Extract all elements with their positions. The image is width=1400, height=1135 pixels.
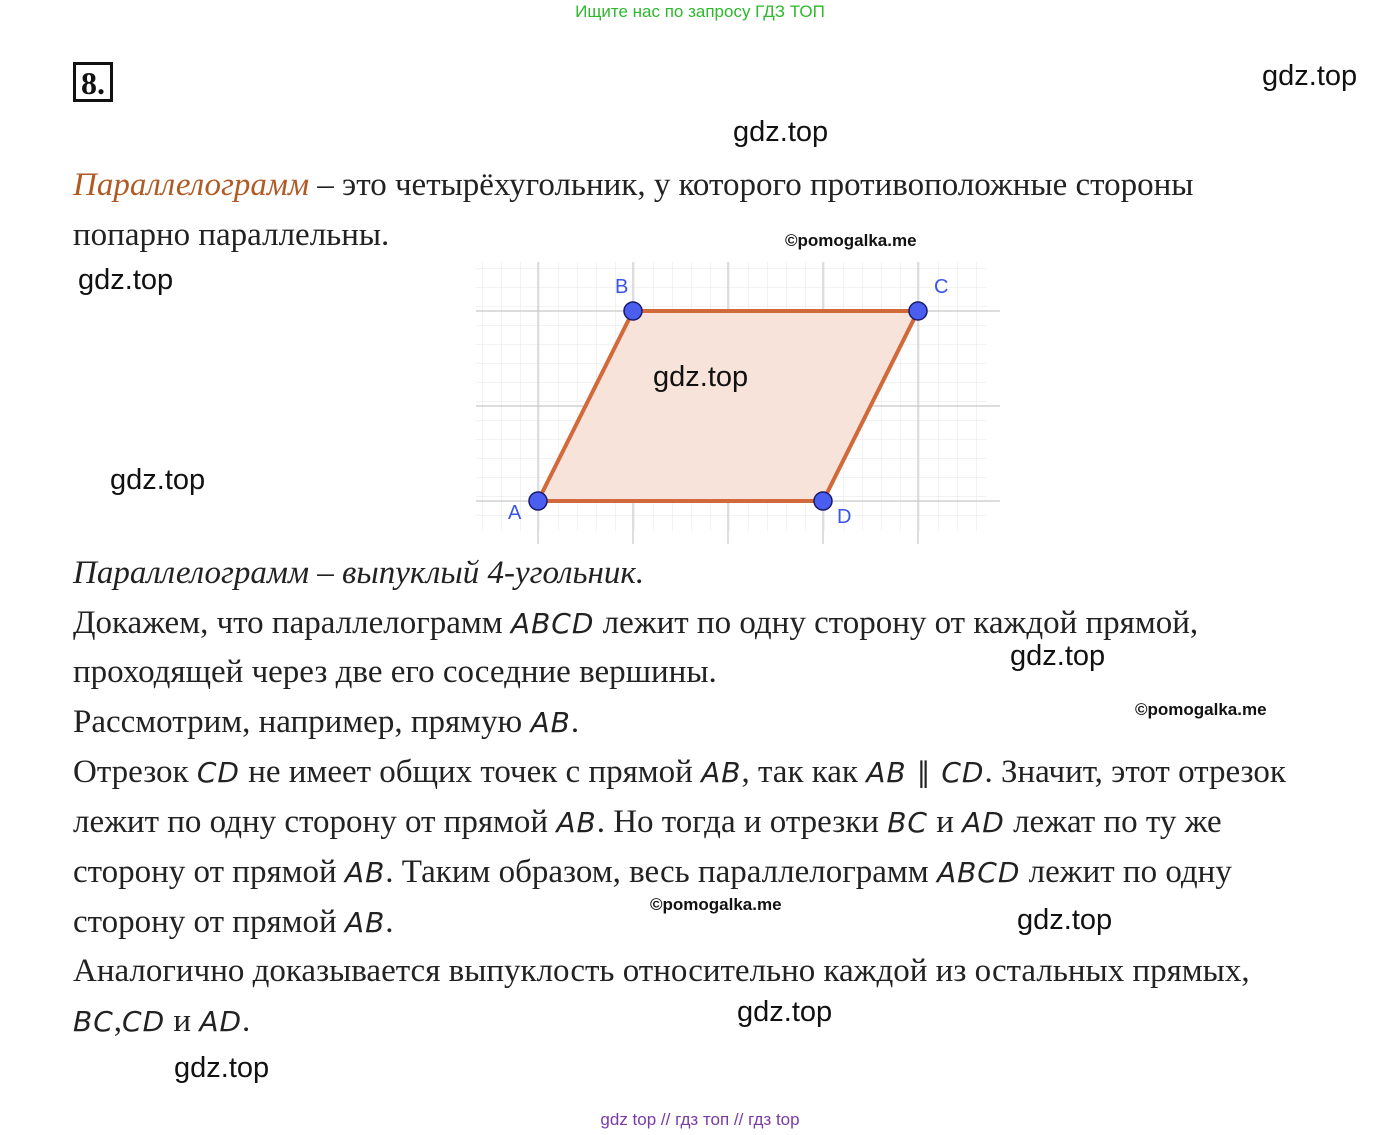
watermark-gdz: gdz.top bbox=[174, 1052, 270, 1084]
math-ab: AB bbox=[530, 706, 571, 739]
math-ab-parallel-cd: AB ∥ CD bbox=[866, 756, 985, 789]
vertex-d bbox=[814, 492, 832, 510]
watermark-gdz: gdz.top bbox=[653, 361, 749, 393]
vertex-b bbox=[624, 302, 642, 320]
watermark-gdz: gdz.top bbox=[78, 264, 174, 296]
body-line-7: сторону от прямой AB. bbox=[73, 904, 394, 940]
vertex-label-d: D bbox=[837, 506, 852, 528]
watermark-gdz: gdz.top bbox=[733, 116, 829, 148]
math-cd: CD bbox=[196, 756, 240, 789]
math-abcd: ABCD bbox=[510, 607, 595, 640]
watermark-gdz: gdz.top bbox=[1262, 60, 1358, 92]
math-ab: AB bbox=[344, 906, 386, 939]
watermark-gdz: gdz.top bbox=[1017, 904, 1113, 936]
statement: Параллелограмм – выпуклый 4-угольник. bbox=[73, 555, 645, 591]
watermark-pomogalka: ©pomogalka.me bbox=[785, 231, 917, 250]
body-line-6: сторону от прямой AB. Таким образом, весь параллелограмм ABCD лежит по одну bbox=[73, 854, 1232, 890]
math-ad: AD bbox=[199, 1005, 243, 1038]
parallelogram-figure bbox=[476, 262, 1000, 544]
definition-text: – это четырёхугольник, у которого противоположные стороны bbox=[309, 167, 1194, 203]
definition-line-2: попарно параллельны. bbox=[73, 217, 390, 253]
body-line-4: Отрезок CD не имеет общих точек с прямой AB, так как AB ∥ CD. Значит, этот отрезок bbox=[73, 754, 1286, 790]
math-ab: AB bbox=[556, 806, 597, 839]
math-bc: BC bbox=[887, 806, 928, 839]
math-abcd: ABCD bbox=[936, 856, 1021, 889]
watermark-gdz: gdz.top bbox=[1010, 640, 1106, 672]
body-line-8: Аналогично доказывается выпуклость относительно каждой из остальных прямых, bbox=[73, 953, 1250, 989]
watermark-gdz: gdz.top bbox=[110, 464, 206, 496]
task-number: 8. bbox=[73, 62, 113, 102]
vertex-label-a: A bbox=[508, 502, 522, 524]
definition-line-1 bbox=[73, 165, 1193, 205]
watermark-pomogalka: ©pomogalka.me bbox=[1135, 700, 1267, 719]
body-line-5: лежит по одну сторону от прямой AB. Но тогда и отрезки BC и AD лежат по ту же bbox=[73, 804, 1222, 840]
body-line-9: BC,CD и AD. bbox=[73, 1003, 251, 1039]
vertex-c bbox=[909, 302, 927, 320]
footer-links[interactable]: gdz top // гдз топ // гдз top bbox=[600, 1110, 800, 1129]
body-line-3: Рассмотрим, например, прямую AB. bbox=[73, 704, 580, 740]
top-banner[interactable]: Ищите нас по запросу ГДЗ ТОП bbox=[575, 2, 825, 21]
vertex-label-b: B bbox=[615, 276, 629, 298]
watermark-pomogalka: ©pomogalka.me bbox=[650, 895, 782, 914]
math-cd: CD bbox=[122, 1005, 166, 1038]
vertex-a bbox=[529, 492, 547, 510]
body-line-1: Докажем, что параллелограмм ABCD лежит по одну сторону от каждой прямой, bbox=[73, 605, 1199, 641]
math-ad: AD bbox=[962, 806, 1005, 839]
definition-term: Параллелограмм bbox=[73, 167, 310, 203]
math-bc: BC bbox=[73, 1005, 114, 1038]
watermark-gdz: gdz.top bbox=[737, 996, 833, 1028]
math-ab: AB bbox=[701, 756, 742, 789]
math-ab: AB bbox=[344, 856, 386, 889]
vertex-label-c: C bbox=[934, 276, 949, 298]
body-line-2: проходящей через две его соседние вершины. bbox=[73, 654, 717, 690]
